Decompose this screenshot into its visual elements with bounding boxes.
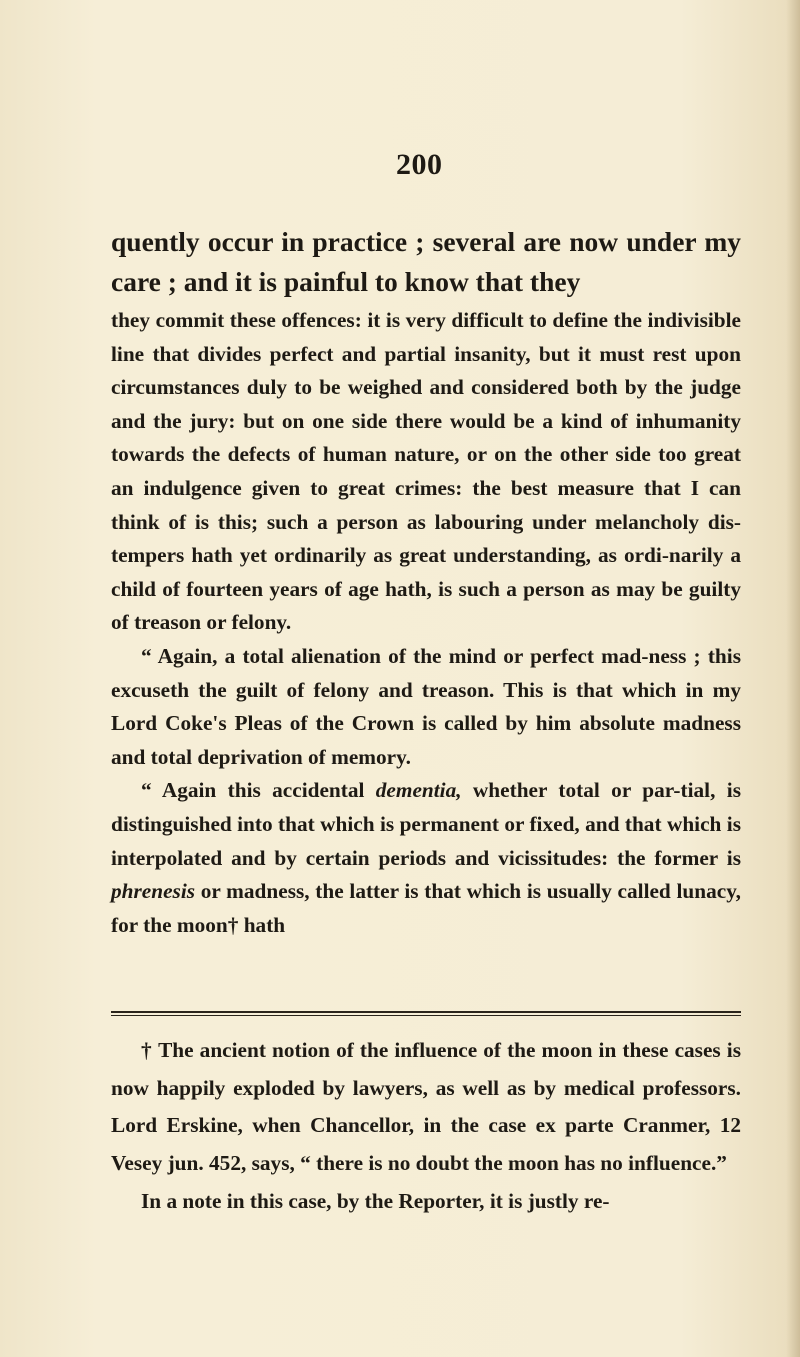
paragraph-3-end: or madness, the latter is that which is usually called lunacy, for the moon† hath: [111, 879, 741, 937]
paragraph-3: [111, 774, 741, 942]
footnote-divider: [111, 1011, 741, 1016]
page-number: 200: [396, 148, 443, 181]
term-dementia: dementia,: [375, 778, 462, 803]
footnotes: [111, 1032, 741, 1221]
footnote-dagger: † The ancient notion of the influence of the moon in these cases is now happily exploded by lawyers, as well as by medical professors. Lord Erskine, when Chancellor, in the case ex parte Cranmer, 12 Vesey jun. 452, says, “ there is no doubt the moon has no influence.”: [111, 1038, 741, 1176]
paragraph-3-start: “ Again this accidental: [141, 778, 376, 803]
paragraph-1: they commit these offences: it is very difficult to define the indivisible line that divides perfect and partial insanity, but it must rest upon circumstances duly to be weighed and considered both by the judge and the jury: but on one side there would be a kind of inhumanity towards the defects of human nature, or on the other side too great an indulgence given to great crimes: the best measure that I can think of is this; such a person as labouring under melancholy dis-tempers hath yet ordinarily as great understanding, as ordi-narily a child of fourteen years of age hath, is such a person as may be guilty of treason or felony.: [111, 308, 741, 635]
term-phrenesis: phrenesis: [111, 879, 196, 904]
paragraph-3-mid: whether total or par-tial, is distinguished into that which is permanent or fixed, and that which is interpolated and by certain periods and vicissitudes: the former is: [111, 778, 741, 870]
page-edge-shadow: [786, 0, 800, 1357]
paragraph-2: “ Again, a total alienation of the mind or perfect mad-ness ; this excuseth the guilt of felony and treason. This is that which in my Lord Coke's Pleas of the Crown is called by him absolute madness and total deprivation of memory.: [111, 643, 741, 769]
footnote-continuation: In a note in this case, by the Reporter, it is justly re-: [141, 1188, 610, 1213]
lead-paragraph: quently occur in practice ; several are now under my care ; and it is painful to know that they: [111, 226, 741, 297]
main-text: [111, 304, 741, 942]
